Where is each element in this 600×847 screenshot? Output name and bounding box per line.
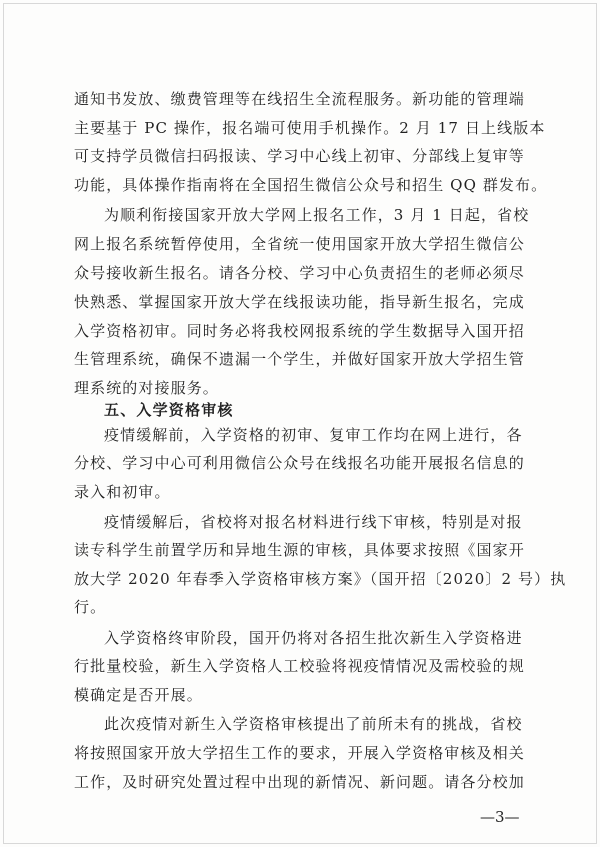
text-line: 录入和初审。 — [74, 483, 171, 501]
text-line: 生管理系统，确保不遗漏一个学生，并做好国家开放大学招生管 — [74, 350, 525, 368]
text-line: 可支持学员微信扫码报读、学习中心线上初审、分部线上复审等 — [74, 147, 525, 165]
text-line: 行。 — [74, 598, 107, 616]
text-line: 快熟悉、掌握国家开放大学在线报读功能，指导新生报名，完成 — [74, 293, 525, 311]
text-line: 工作，及时研究处置过程中出现的新情况、新问题。请各分校加 — [74, 773, 525, 791]
text-line: 将按照国家开放大学招生工作的要求，开展入学资格审核及相关 — [74, 744, 525, 762]
text-line: 为顺利衔接国家开放大学网上报名工作，3 月 1 日起，省校 — [104, 206, 530, 224]
text-line: 行批量校验，新生入学资格人工校验将视疫情情况及需校验的规 — [74, 657, 525, 675]
text-line: 主要基于 PC 操作，报名端可使用手机操作。2 月 17 日上线版本 — [74, 119, 546, 137]
text-line: 此次疫情对新生入学资格审核提出了前所未有的挑战，省校 — [104, 715, 523, 733]
text-line: 疫情缓解后，省校将对报名材料进行线下审核，特别是对报 — [104, 513, 523, 531]
text-line: 模确定是否开展。 — [74, 686, 203, 704]
text-line: 入学资格初审。同时务必将我校网报系统的学生数据导入国开招 — [74, 322, 525, 340]
text-line: 放大学 2020 年春季入学资格审核方案》（国开招〔2020〕2 号）执 — [74, 570, 567, 588]
text-line: 入学资格终审阶段，国开仍将对各招生批次新生入学资格进 — [104, 629, 523, 647]
text-line: 理系统的对接服务。 — [74, 379, 219, 397]
text-line: 通知书发放、缴费管理等在线招生全流程服务。新功能的管理端 — [74, 90, 525, 108]
text-line: 分校、学习中心可利用微信公众号在线报名功能开展报名信息的 — [74, 454, 525, 472]
text-line: 疫情缓解前，入学资格的初审、复审工作均在网上进行，各 — [104, 426, 523, 444]
text-line: 功能，具体操作指南将在全国招生微信公众号和招生 QQ 群发布。 — [74, 176, 548, 194]
page-number: —3— — [480, 808, 520, 826]
text-line: 读专科学生前置学历和异地生源的审核，具体要求按照《国家开 — [74, 541, 525, 559]
text-line: 众号接收新生报名。请各分校、学习中心负责招生的老师必须尽 — [74, 264, 525, 282]
section-heading: 五、入学资格审核 — [104, 401, 234, 419]
text-line: 网上报名系统暂停使用，全省统一使用国家开放大学招生微信公 — [74, 235, 525, 253]
